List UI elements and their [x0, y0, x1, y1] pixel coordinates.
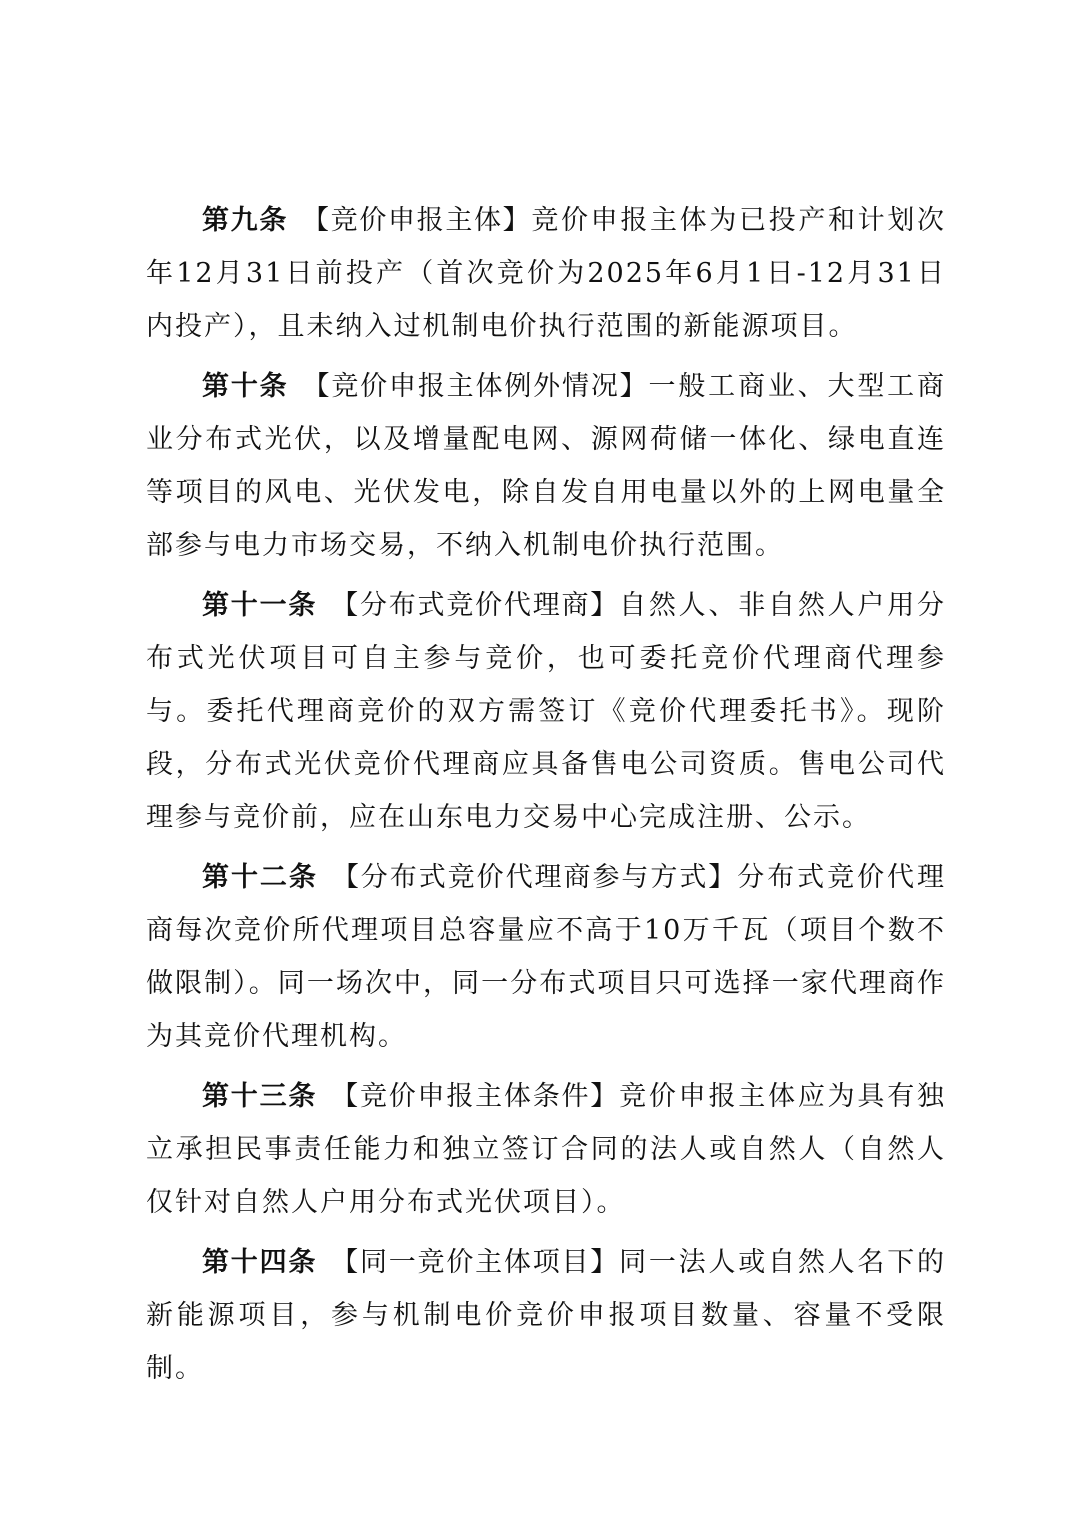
article-tag: 【竞价申报主体】: [302, 205, 532, 236]
article-tag: 【分布式竞价代理商】: [331, 590, 620, 621]
article-tag: 【分布式竞价代理商参与方式】: [331, 862, 738, 893]
article-11: [146, 579, 946, 844]
article-number: 第十一条: [202, 590, 318, 621]
article-number: 第十条: [202, 371, 289, 402]
article-body: 一般工商业、大型工商业分布式光伏，以及增量配电网、源网荷储一体化、绿电直连等项目的风电、光伏发电，除自发自用电量以外的上网电量全部参与电力市场交易，不纳入机制电价执行范围。: [146, 371, 946, 561]
article-body: 自然人、非自然人户用分布式光伏项目可自主参与竞价，也可委托竞价代理商代理参与。委托代理商竞价的双方需签订《竞价代理委托书》。现阶段，分布式光伏竞价代理商应具备售电公司资质。售电公司代理参与竞价前，应在山东电力交易中心完成注册、公示。: [146, 590, 947, 833]
article-10: [146, 360, 946, 572]
article-body: 分布式竞价代理商每次竞价所代理项目总容量应不高于10万千瓦（项目个数不做限制）。同一场次中，同一分布式项目只可选择一家代理商作为其竞价代理机构。: [146, 862, 947, 1052]
document-page: [146, 194, 946, 1402]
article-body: 竞价申报主体为已投产和计划次年12月31日前投产（首次竞价为2025年6月1日-12月31日内投产），且未纳入过机制电价执行范围的新能源项目。: [146, 205, 947, 342]
article-number: 第九条: [202, 205, 288, 236]
article-13: [146, 1070, 946, 1229]
article-14: [146, 1236, 946, 1395]
article-tag: 【同一竞价主体项目】: [331, 1247, 620, 1278]
article-body: 竞价申报主体应为具有独立承担民事责任能力和独立签订合同的法人或自然人（自然人仅针对自然人户用分布式光伏项目）。: [146, 1081, 947, 1218]
article-tag: 【竞价申报主体例外情况】: [302, 371, 649, 402]
article-body: 同一法人或自然人名下的新能源项目，参与机制电价竞价申报项目数量、容量不受限制。: [146, 1247, 947, 1384]
article-number: 第十四条: [202, 1247, 318, 1278]
article-12: [146, 851, 946, 1063]
article-tag: 【竞价申报主体条件】: [331, 1081, 620, 1112]
article-number: 第十二条: [202, 862, 318, 893]
article-number: 第十三条: [202, 1081, 318, 1112]
article-9: [146, 194, 946, 353]
